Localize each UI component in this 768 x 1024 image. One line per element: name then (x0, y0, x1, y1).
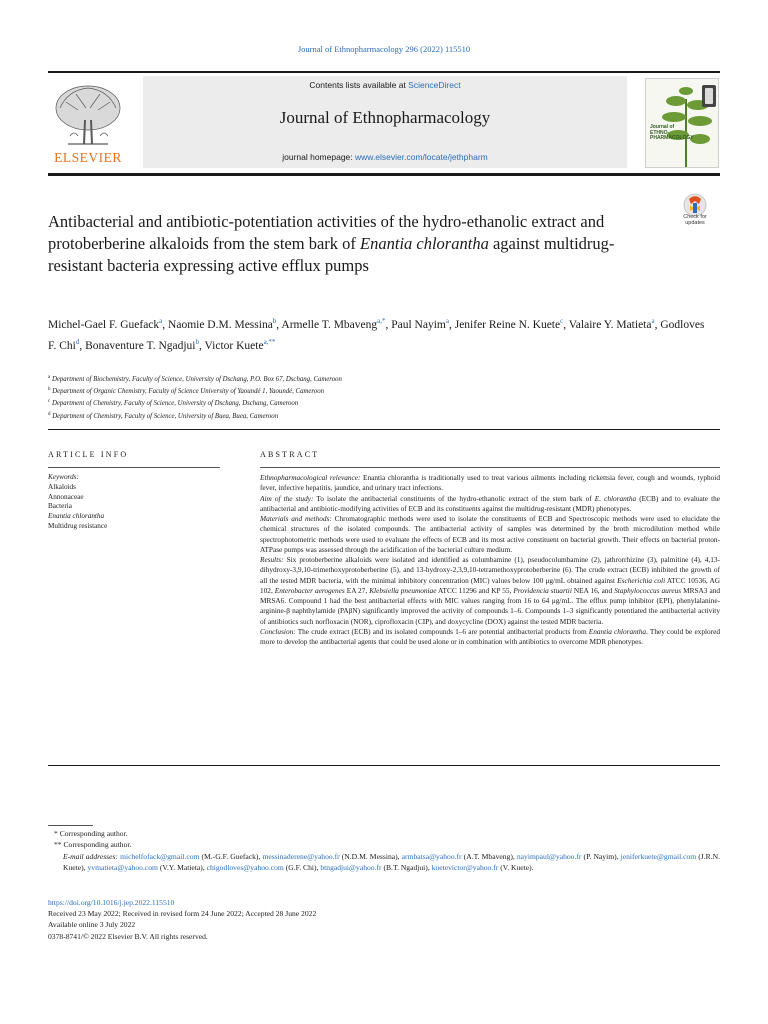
abstract-conclusion (260, 627, 720, 648)
abstract-results-species: Staphylococcus aureus (614, 585, 682, 595)
email-link[interactable]: yvmatieta@yahoo.com (87, 863, 158, 873)
abstract-results-species: Klebsiella pneumoniae (369, 585, 437, 595)
corresponding-author-note: ** Corresponding author. (54, 840, 132, 850)
abstract-bottom-rule (48, 765, 720, 766)
abstract-relevance-text: Enantia chlorantha is traditionally used to treat various ailments including rickettsia fever, cough and wounds, typhoid fever, infective hepatitis, jaundice, and urinary tract infections. (260, 473, 720, 493)
abstract-results (260, 555, 720, 627)
article-info-rule (48, 467, 220, 468)
email-link[interactable]: armbatsa@yahoo.fr (401, 851, 462, 861)
abstract-conclusion-text: . They could be explored more to develop the antibacterial agents that could be used alone or in combination with antibiotics to overcome MDR phenotypes. (260, 626, 720, 646)
affiliation-text: Department of Chemistry, Faculty of Science, University of Dschang, Dschang, Cameroon (51, 400, 299, 408)
keyword-item: Multidrug resistance (48, 521, 108, 530)
journal-homepage-link[interactable]: www.elsevier.com/locate/jethpharm (355, 152, 488, 162)
affiliation-key: d (48, 411, 51, 417)
author-name[interactable]: Paul Nayim (391, 319, 446, 331)
author-name[interactable]: Naomie D.M. Messina (168, 319, 273, 331)
email-owner: (B.T. Ngadjui), (381, 863, 432, 873)
abstract-methods-label: Materials and methods: (260, 514, 332, 523)
affiliation-item (48, 410, 708, 422)
affiliation-key: c (48, 399, 51, 405)
author-affiliation-marker[interactable]: a (159, 317, 163, 325)
email-link[interactable]: jeniferkuete@gmail.com (620, 851, 697, 861)
keyword-item: Enantia chlorantha (48, 512, 105, 521)
journal-citation-link[interactable]: Journal of Ethnopharmacology 296 (2022) 115510 (297, 44, 471, 54)
abstract-results-text: ATCC 11296 and KP 55, (436, 585, 514, 595)
abstract-results-species: Providencia stuartii (513, 585, 572, 595)
doi-link[interactable]: https://doi.org/10.1016/j.jep.2022.115510 (48, 898, 175, 907)
check-for-updates-label[interactable]: Check for updates (683, 214, 707, 226)
abstract-relevance (260, 473, 720, 494)
publication-info (48, 897, 720, 942)
email-owner: (M.-G.F. Guefack), (199, 851, 263, 861)
author-affiliation-marker[interactable]: a (651, 317, 655, 325)
email-link[interactable]: michelfofack@gmail.com (120, 851, 200, 861)
author-affiliation-marker[interactable]: c (560, 317, 564, 325)
abstract-conclusion-label: Conclusion: (260, 626, 296, 636)
abstract-results-text: ATCC 10536, AG 102, (260, 575, 720, 595)
email-link[interactable]: kuetevictor@yahoo.fr (431, 863, 499, 873)
author-name[interactable]: Valaire Y. Matieta (568, 319, 652, 331)
email-link[interactable]: nayimpaul@yahoo.fr (516, 851, 582, 861)
online-date: Available online 3 July 2022 (48, 920, 136, 930)
abstract-aim-text: (ECB) and to evaluate the antibacterial and antibiotic-modifying activities of ECB and its constituents against the multidrug-resistant (MDR) phenotypes. (260, 493, 720, 513)
author-affiliation-marker[interactable]: a (445, 317, 449, 325)
email-owner: (V.Y. Matieta), (157, 863, 207, 873)
author-separator: , (654, 319, 661, 331)
title-part-2: against multidrug-resistant bacteria expressing active efflux pumps (48, 234, 615, 275)
author-separator: , (79, 340, 86, 352)
author-affiliation-marker[interactable]: a,* (377, 317, 386, 325)
abstract-methods-text: Chromatographic methods were used to isolate the constituents of ECB and Spectroscopic methods were used to elucidate the chemical structures of the isolated compounds. The antibacterial activity of samples was determined by the broth microdilution method while spectrophotometric methods were used to evaluate the effects of ECB and its most active constituent on bacterial growth. Their effects on bacterial proton-ATPase pumps was assessed through the acidification of the bacterial culture medium. (260, 514, 720, 554)
author-affiliation-marker[interactable]: b (272, 317, 277, 325)
masthead-bottom-rule (48, 173, 720, 176)
abstract-body (260, 473, 720, 647)
author-name[interactable]: Armelle T. Mbaveng (281, 319, 378, 331)
email-owner: (N.D.M. Messina), (339, 851, 402, 861)
email-owner: (A.T. Mbaveng), (461, 851, 517, 861)
author-separator: , (162, 319, 169, 331)
abstract-results-species: Escherichia coli (617, 575, 666, 585)
sciencedirect-link[interactable]: ScienceDirect (408, 80, 461, 90)
received-dates: Received 23 May 2022; Received in revised form 24 June 2022; Accepted 28 June 2022 (48, 909, 317, 919)
affiliation-text: Department of Chemistry, Faculty of Science, University of Buea, Buea, Cameroon (52, 412, 279, 420)
copyright-line: 0378-8741/© 2022 Elsevier B.V. All rights reserved. (48, 931, 208, 941)
abstract-aim-label: Aim of the study: (260, 493, 314, 503)
abstract-results-text: EA 27, (344, 585, 370, 595)
author-separator: , (563, 319, 569, 331)
footnotes (48, 828, 720, 874)
affiliation-text: Department of Organic Chemistry, Faculty of Science University of Yaoundé 1, Yaoundé, Cameroon (52, 388, 324, 396)
contents-available-line (143, 80, 627, 90)
author-name[interactable]: Victor Kuete (204, 340, 264, 352)
keywords-label: Keywords: (48, 473, 79, 481)
abstract-methods (260, 514, 720, 555)
abstract-aim (260, 494, 720, 515)
affiliation-key: a (48, 375, 51, 380)
keyword-item: Alkaloids (48, 482, 76, 491)
corresponding-author-note: * Corresponding author. (54, 829, 128, 838)
email-owner: (V. Kuete). (498, 863, 534, 873)
abstract-conclusion-text: The crude extract (ECB) and its isolated compounds 1–6 are potential antibacterial products from (295, 626, 589, 636)
author-separator: , (385, 319, 392, 331)
author-separator: , (199, 340, 205, 352)
abstract-relevance-label: Ethnopharmacological relevance: (260, 473, 361, 482)
abstract-results-species: Enterobacter aerogenes (274, 585, 345, 595)
author-separator: , (448, 319, 455, 331)
email-link[interactable]: chigodloves@yahoo.com (206, 863, 284, 873)
author-name[interactable]: Godloves F. Chi (48, 319, 705, 352)
abstract-aim-text: To isolate the antibacterial constituents of the hydro-ethanolic extract of the stem bark of (313, 493, 595, 503)
affiliation-item (48, 397, 708, 409)
footnote-rule (48, 825, 93, 826)
affiliation-item (48, 373, 708, 385)
journal-cover-thumbnail[interactable] (645, 78, 719, 168)
keywords-block (48, 473, 220, 532)
keyword-item: Annonaceae (48, 492, 84, 501)
email-label: E-mail addresses: (63, 851, 118, 861)
title-species: Enantia chlorantha (360, 234, 489, 253)
title-part-1: Antibacterial and antibiotic-potentiation activities of the hydro-ethanolic extract and protoberberine alkaloids from the stem bark of (48, 212, 605, 253)
abstract-aim-species: E. chlorantha (594, 493, 637, 503)
affiliation-item (48, 385, 708, 397)
email-link[interactable]: btngadjui@yahoo.fr (320, 863, 382, 873)
abstract-conclusion-species: Enantia chlorantha (588, 626, 647, 636)
section-divider (48, 429, 720, 430)
affiliation-key: b (48, 387, 51, 393)
abstract-results-text: Six protoberberine alkaloids were isolated and identified as columbamine (1), pseudocolumbamine (2), jathrorrhizine (3), palmitine (4), 4,13-dihydroxy-3,9,10-trimethoxyprotoberberine (5), and 13-hydroxy-2,3,9,10-tetramethoxyprotoberberine (6). The crude extract (ECB) inhibited the growth of all the tested MDR bacteria, with the minimal inhibitory concentration (MIC) values below 100 μg/mL obtained against (260, 555, 720, 585)
author-name[interactable]: Bonaventure T. Ngadjui (85, 340, 196, 352)
journal-name: Journal of Ethnopharmacology (279, 108, 491, 127)
abstract-results-text: MRSA3 and MRSA6. Compound 1 had the best antibacterial effects with MIC values ranging from 16 to 64 μg/mL. The efflux pump inhibitor (EPI), phenylalanine-arginine-β naphthylamide (PAβN) significantly improved the activity of compounds 1–6. Compounds 1–3 significantly potentiated the antibacterial activity of antibiotics such norfloxacin (NOR), ciprofloxacin (CIP), and doxycycline (DOX) against the tested MDR bacteria. (260, 585, 720, 626)
author-name[interactable]: Jenifer Reine N. Kuete (454, 319, 561, 331)
journal-homepage-line (143, 152, 627, 162)
masthead-top-rule (48, 71, 720, 73)
abstract-results-label: Results: (260, 555, 284, 564)
affiliation-text: Department of Biochemistry, Faculty of Science, University of Dschang, P.O. Box 67, Dschang, Cameroon (51, 376, 342, 383)
article-info-heading: ARTICLE INFO (48, 450, 129, 459)
author-list (48, 313, 708, 355)
abstract-heading: ABSTRACT (260, 450, 320, 459)
email-owner: (P. Nayim), (581, 851, 621, 861)
author-name[interactable]: Michel-Gael F. Guefack (48, 319, 160, 331)
keyword-item: Bacteria (48, 502, 72, 511)
cover-title: Journal of ETHNO-PHARMACOLOGY (650, 124, 694, 141)
contents-prefix: Contents lists available at (309, 80, 409, 90)
elsevier-wordmark: ELSEVIER (54, 150, 122, 165)
journal-masthead (143, 76, 627, 168)
affiliation-list (48, 373, 708, 422)
author-affiliation-marker[interactable]: d (75, 338, 80, 346)
email-addresses (48, 851, 720, 874)
homepage-prefix: journal homepage: (282, 152, 355, 162)
abstract-results-text: NEA 16, and (571, 585, 615, 595)
author-separator: , (276, 319, 282, 331)
article-title (48, 211, 648, 277)
email-owner: (J.R.N. Kuete), (63, 851, 720, 873)
author-affiliation-marker[interactable]: a,** (263, 338, 276, 346)
abstract-rule (260, 467, 720, 468)
author-affiliation-marker[interactable]: b (195, 338, 199, 346)
email-owner: (G.F. Chi), (283, 863, 321, 873)
email-link[interactable]: messinaderene@yahoo.fr (262, 851, 340, 861)
